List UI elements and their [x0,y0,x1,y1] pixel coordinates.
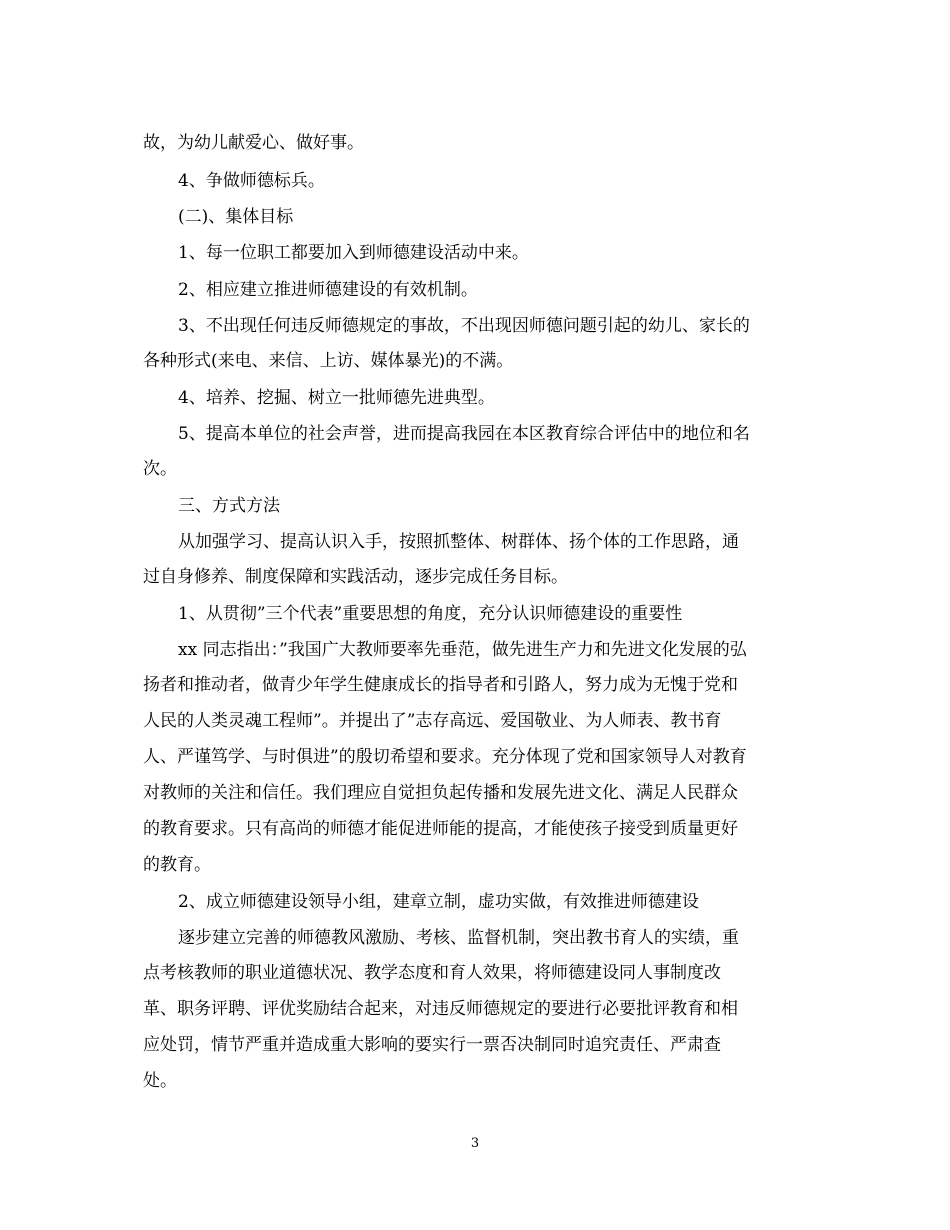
text-line: 的教育。 [143,855,211,875]
text-line: 各种形式(来电、来信、上访、媒体暴光)的不满。 [143,351,514,371]
text-line: 扬者和推动者，做青少年学生健康成长的指导者和引路人，努力成为无愧于党和 [143,675,738,695]
text-line: xx 同志指出：”我国广大教师要率先垂范，做先进生产力和先进文化发展的弘 [178,640,747,660]
text-line: 对教师的关注和信任。我们理应自觉担负起传播和发展先进文化、满足人民群众 [143,783,738,803]
section-heading: 三、方式方法 [178,496,280,516]
subsection-heading: 2、成立师德建设领导小组，建章立制，虚功实做，有效推进师德建设 [178,892,699,912]
text-line: 的教育要求。只有高尚的师德才能促进师能的提高，才能使孩子接受到质量更好 [143,819,738,839]
text-line: 次。 [143,459,177,479]
text-line: 4、培养、挖掘、树立一批师德先进典型。 [178,388,495,408]
text-line: 5、提高本单位的社会声誉，进而提高我园在本区教育综合评估中的地位和名 [178,424,750,444]
section-heading: (二)、集体目标 [178,207,294,227]
text-line: 1、每一位职工都要加入到师德建设活动中来。 [178,243,529,263]
text-line: 过自身修养、制度保障和实践活动，逐步完成任务目标。 [143,567,568,587]
subsection-heading: 1、从贯彻”三个代表”重要思想的角度，充分认识师德建设的重要性 [178,604,683,624]
text-line: 处。 [143,1071,177,1091]
text-line: 人、严谨笃学、与时俱进”的殷切希望和要求。充分体现了党和国家领导人对教育 [143,747,747,767]
text-line: 革、职务评聘、评优奖励结合起来，对违反师德规定的要进行必要批评教育和相 [143,999,738,1019]
text-line: 点考核教师的职业道德状况、教学态度和育人效果，将师德建设同人事制度改 [143,963,721,983]
text-line: 逐步建立完善的师德教风激励、考核、监督机制，突出教书育人的实绩，重 [178,928,739,948]
text-line: 3、不出现任何违反师德规定的事故，不出现因师德问题引起的幼儿、家长的 [178,316,750,336]
text-line: 应处罚，情节严重并造成重大影响的要实行一票否决制同时追究责任、严肃查 [143,1035,721,1055]
text-line: 人民的人类灵魂工程师”。并提出了”志存高远、爱国敬业、为人师表、教书育 [143,711,722,731]
text-line: 2、相应建立推进师德建设的有效机制。 [178,280,478,300]
text-line: 从加强学习、提高认识入手，按照抓整体、树群体、扬个体的工作思路，通 [178,532,739,552]
page-number: 3 [470,1136,480,1151]
text-line: 4、争做师德标兵。 [178,171,325,191]
text-line: 故，为幼儿献爱心、做好事。 [143,133,364,153]
